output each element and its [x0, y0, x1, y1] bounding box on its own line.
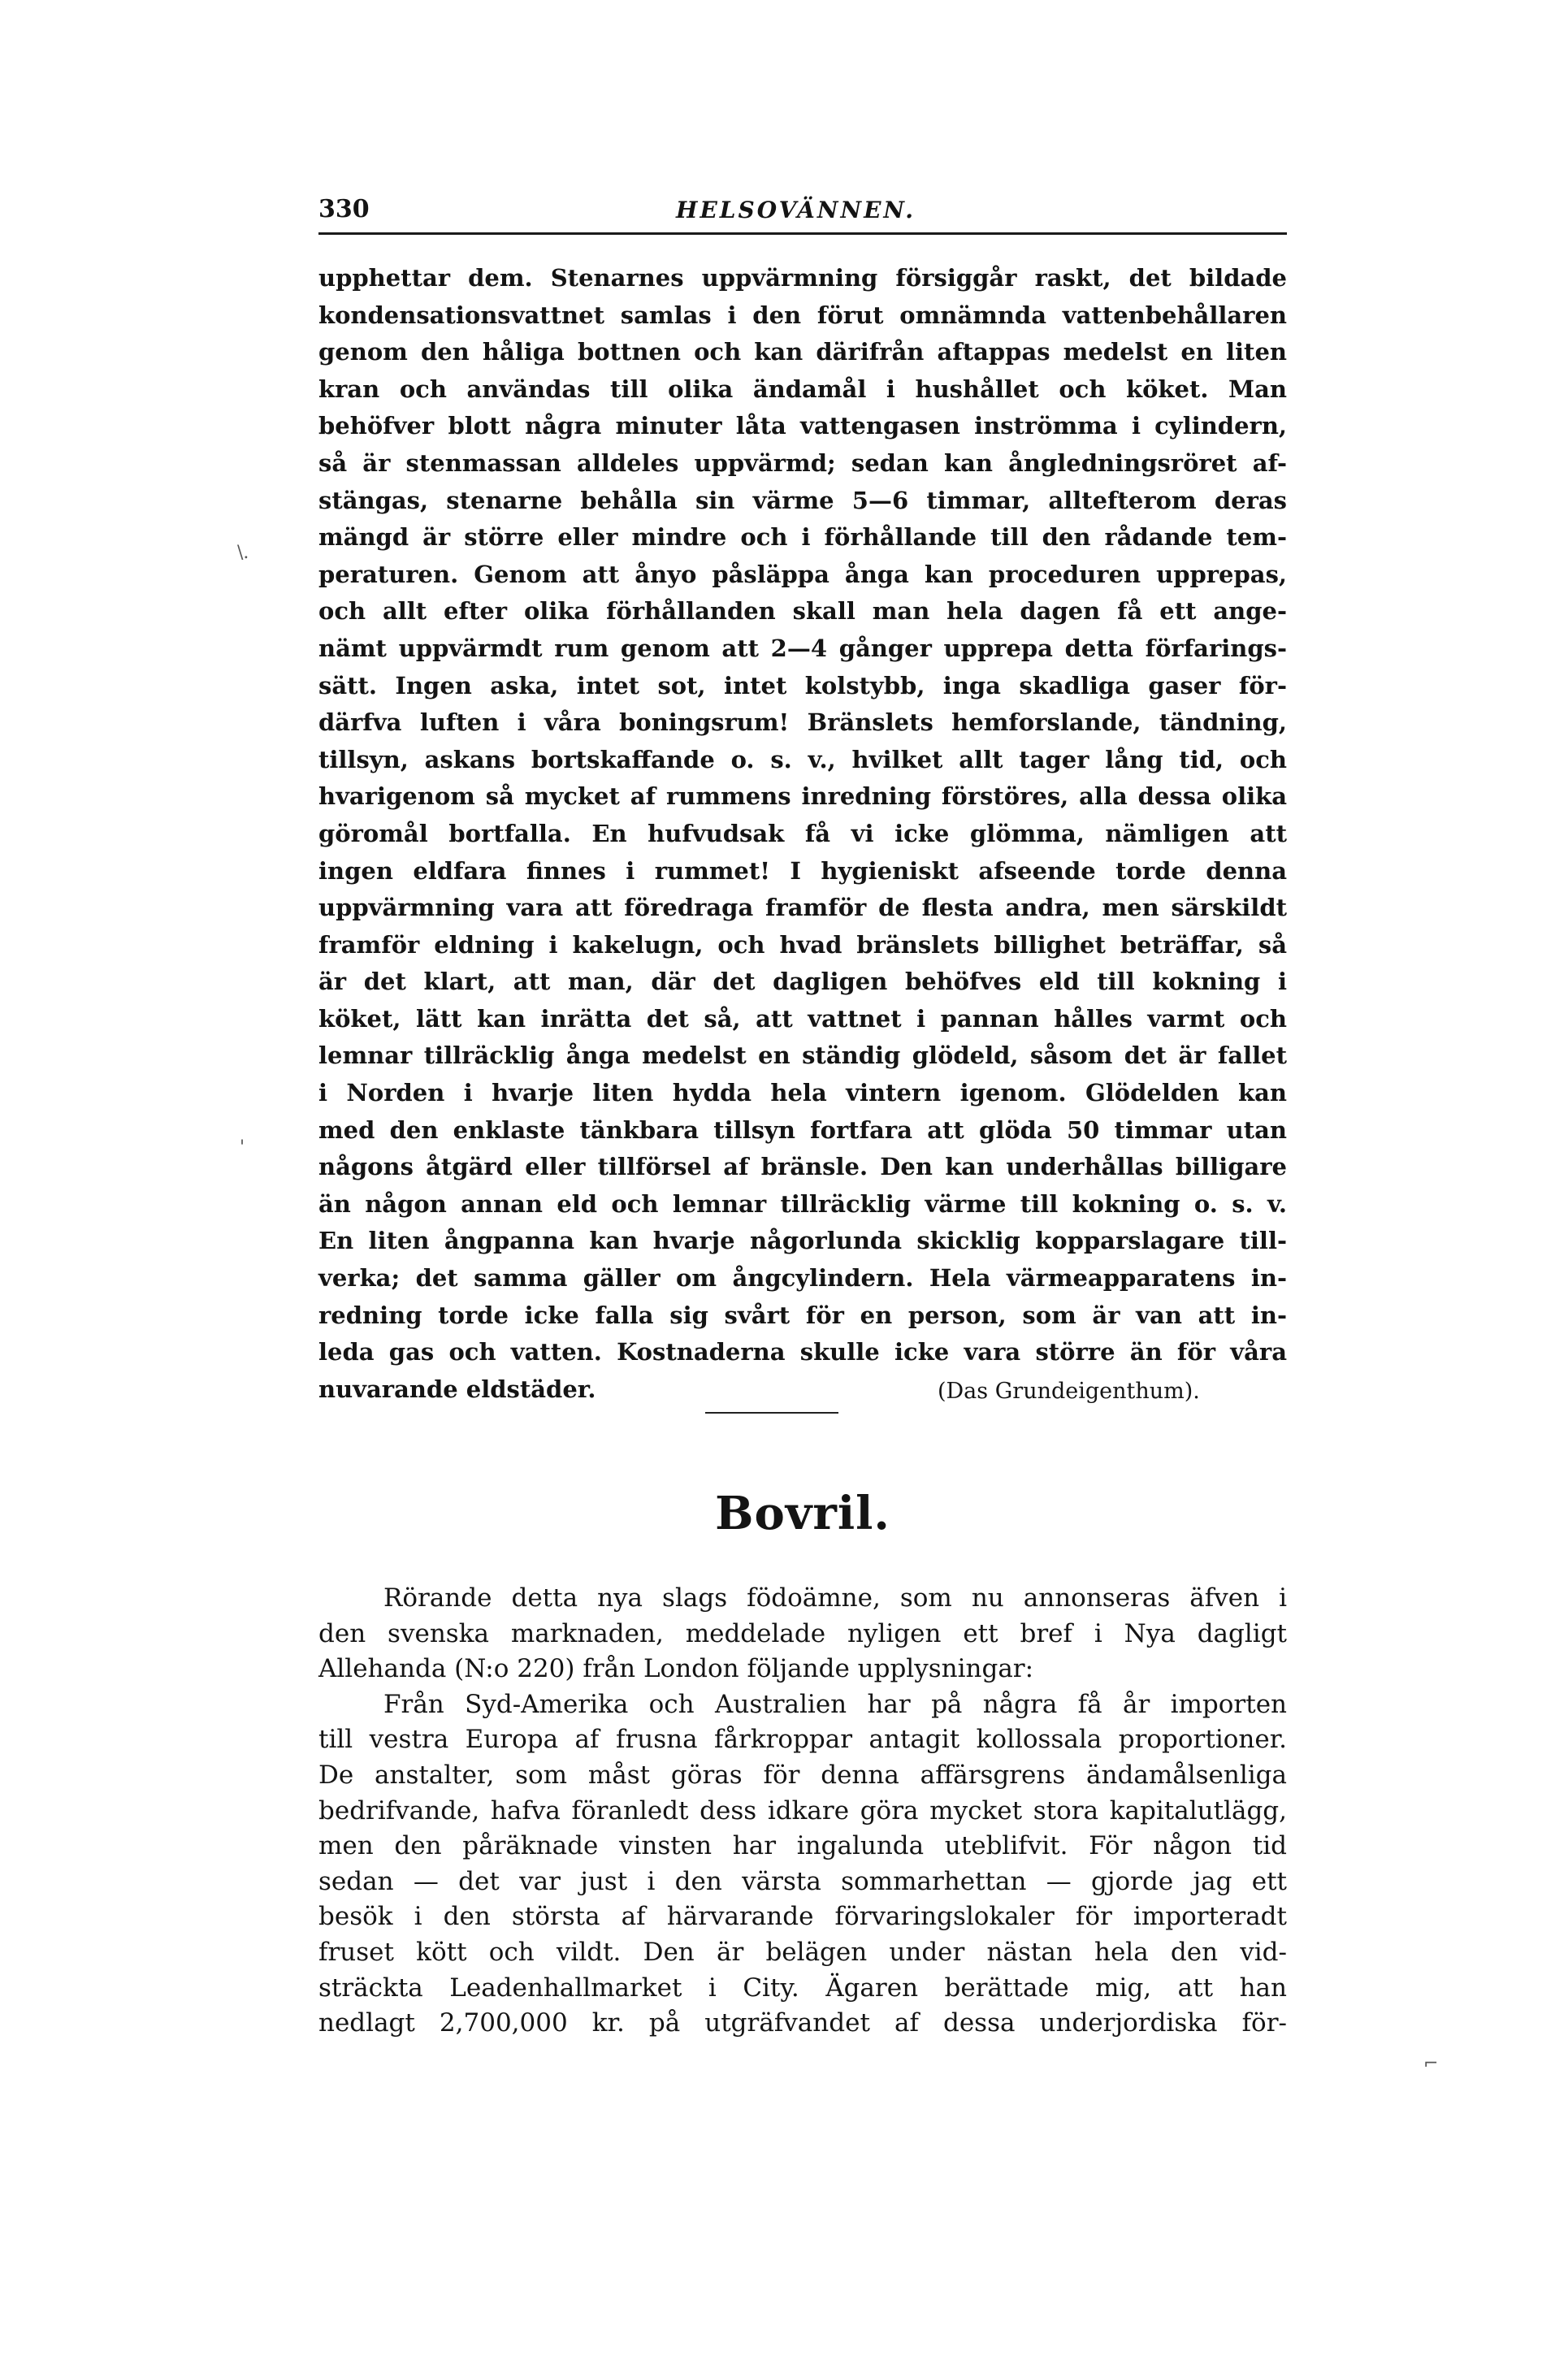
- margin-speck: ': [240, 1137, 245, 1158]
- closing-line: [318, 1371, 1287, 1409]
- text-line: i Norden i hvarje liten hydda hela vintern igenom. Glödelden kan: [318, 1079, 1287, 1107]
- text-line: leda gas och vatten. Kostnaderna skulle icke vara större än för våra: [318, 1338, 1287, 1366]
- text-line: En liten ångpanna kan hvarje någorlunda skicklig kopparslagare till-: [318, 1227, 1287, 1255]
- text-line: uppvärmning vara att föredraga framför de flesta andra, men särskildt: [318, 894, 1287, 922]
- source-citation: (Das Grundeigenthum).: [938, 1378, 1200, 1404]
- running-title: HELSOVÄNNEN.: [676, 197, 916, 223]
- text-line: De anstalter, som måst göras för denna affärsgrens ändamålsenliga: [318, 1760, 1287, 1790]
- text-line: ingen eldfara finnes i rummet! I hygieniskt afseende torde denna: [318, 856, 1287, 885]
- text-line: sätt. Ingen aska, intet sot, intet kolstybb, inga skadliga gaser för-: [318, 671, 1287, 699]
- text-line: sträckta Leadenhallmarket i City. Ägaren berättade mig, att han: [318, 1973, 1287, 2003]
- article-continuation: [318, 260, 1287, 1408]
- section-divider: [705, 1412, 838, 1414]
- text-line: nämt uppvärmdt rum genom att 2—4 gånger upprepa detta förfarings-: [318, 634, 1287, 662]
- text-line: är det klart, att man, där det dagligen behöfves eld till kokning i: [318, 968, 1287, 996]
- margin-speck: \.: [237, 543, 249, 563]
- text-line: så är stenmassan alldeles uppvärmd; sedan kan ångledningsröret af-: [318, 448, 1287, 477]
- text-line: behöfver blott några minuter låta vattengasen inströmma i cylindern,: [318, 412, 1287, 440]
- text-line: verka; det samma gäller om ångcylindern. Hela värmeapparatens in-: [318, 1264, 1287, 1293]
- text-line: med den enklaste tänkbara tillsyn fortfara att glöda 50 timmar utan: [318, 1115, 1287, 1144]
- text-line: än någon annan eld och lemnar tillräcklig värme till kokning o. s. v.: [318, 1189, 1287, 1218]
- text-line: den svenska marknaden, meddelade nyligen ett bref i Nya dagligt: [318, 1618, 1287, 1648]
- text-line: nedlagt 2,700,000 kr. på utgräfvandet af dessa underjordiska för-: [318, 2008, 1287, 2038]
- text-line: därfva luften i våra boningsrum! Bränslets hemforslande, tändning,: [318, 708, 1287, 737]
- text-line: kondensationsvattnet samlas i den förut omnämnda vattenbehållaren: [318, 301, 1287, 329]
- text-line: göromål bortfalla. En hufvudsak få vi icke glömma, nämligen att: [318, 819, 1287, 847]
- text-line: kran och användas till olika ändamål i hushållet och köket. Man: [318, 375, 1287, 403]
- text-line: besök i den största af härvarande förvaringslokaler för importeradt: [318, 1902, 1287, 1932]
- page-header: [318, 195, 1287, 235]
- text-line: Från Syd-Amerika och Australien har på några få år importen: [383, 1689, 1287, 1719]
- text-line: tillsyn, askans bortskaffande o. s. v., hvilket allt tager lång tid, och: [318, 745, 1287, 773]
- text-line: köket, lätt kan inrätta det så, att vattnet i pannan hålles varmt och: [318, 1004, 1287, 1033]
- text-line: men den påräknade vinsten har ingalunda uteblifvit. För någon tid: [318, 1831, 1287, 1861]
- text-line: till vestra Europa af frusna fårkroppar antagit kollossala proportioner.: [318, 1725, 1287, 1755]
- section-body: [318, 1581, 1287, 2042]
- text-line: peraturen. Genom att ånyo påsläppa ånga kan proceduren upprepas,: [318, 560, 1287, 588]
- text-line: hvarigenom så mycket af rummens inredning förstöres, alla dessa olika: [318, 782, 1287, 811]
- text-line: Rörande detta nya slags födoämne, som nu annonseras äfven i: [383, 1583, 1287, 1613]
- text-line: bedrifvande, hafva föranledt dess idkare göra mycket stora kapitalutlägg,: [318, 1795, 1287, 1825]
- text-line: framför eldning i kakelugn, och hvad bränslets billighet beträffar, så: [318, 930, 1287, 959]
- text-line: stängas, stenarne behålla sin värme 5—6 timmar, alltefterom deras: [318, 486, 1287, 514]
- text-line: genom den håliga bottnen och kan därifrån aftappas medelst en liten: [318, 338, 1287, 366]
- page-number: 330: [318, 195, 370, 223]
- section-title: Bovril.: [715, 1487, 890, 1540]
- text-line: lemnar tillräcklig ånga medelst en ständig glödeld, såsom det är fallet: [318, 1042, 1287, 1070]
- margin-speck: ⌐: [1423, 2054, 1439, 2074]
- text-line: redning torde icke falla sig svårt för en person, som är van att in-: [318, 1301, 1287, 1329]
- closing-text: nuvarande eldstäder.: [318, 1375, 596, 1403]
- text-line: någons åtgärd eller tillförsel af bränsle. Den kan underhållas billigare: [318, 1153, 1287, 1181]
- text-line: upphettar dem. Stenarnes uppvärmning försiggår raskt, det bildade: [318, 264, 1287, 292]
- text-line: mängd är större eller mindre och i förhållande till den rådande tem-: [318, 523, 1287, 552]
- text-line: och allt efter olika förhållanden skall man hela dagen få ett ange-: [318, 597, 1287, 626]
- text-line: sedan — det var just i den värsta sommarhettan — gjorde jag ett: [318, 1866, 1287, 1896]
- text-line: fruset kött och vildt. Den är belägen under nästan hela den vid-: [318, 1937, 1287, 1967]
- text-line: Allehanda (N:o 220) från London följande upplysningar:: [318, 1654, 1034, 1684]
